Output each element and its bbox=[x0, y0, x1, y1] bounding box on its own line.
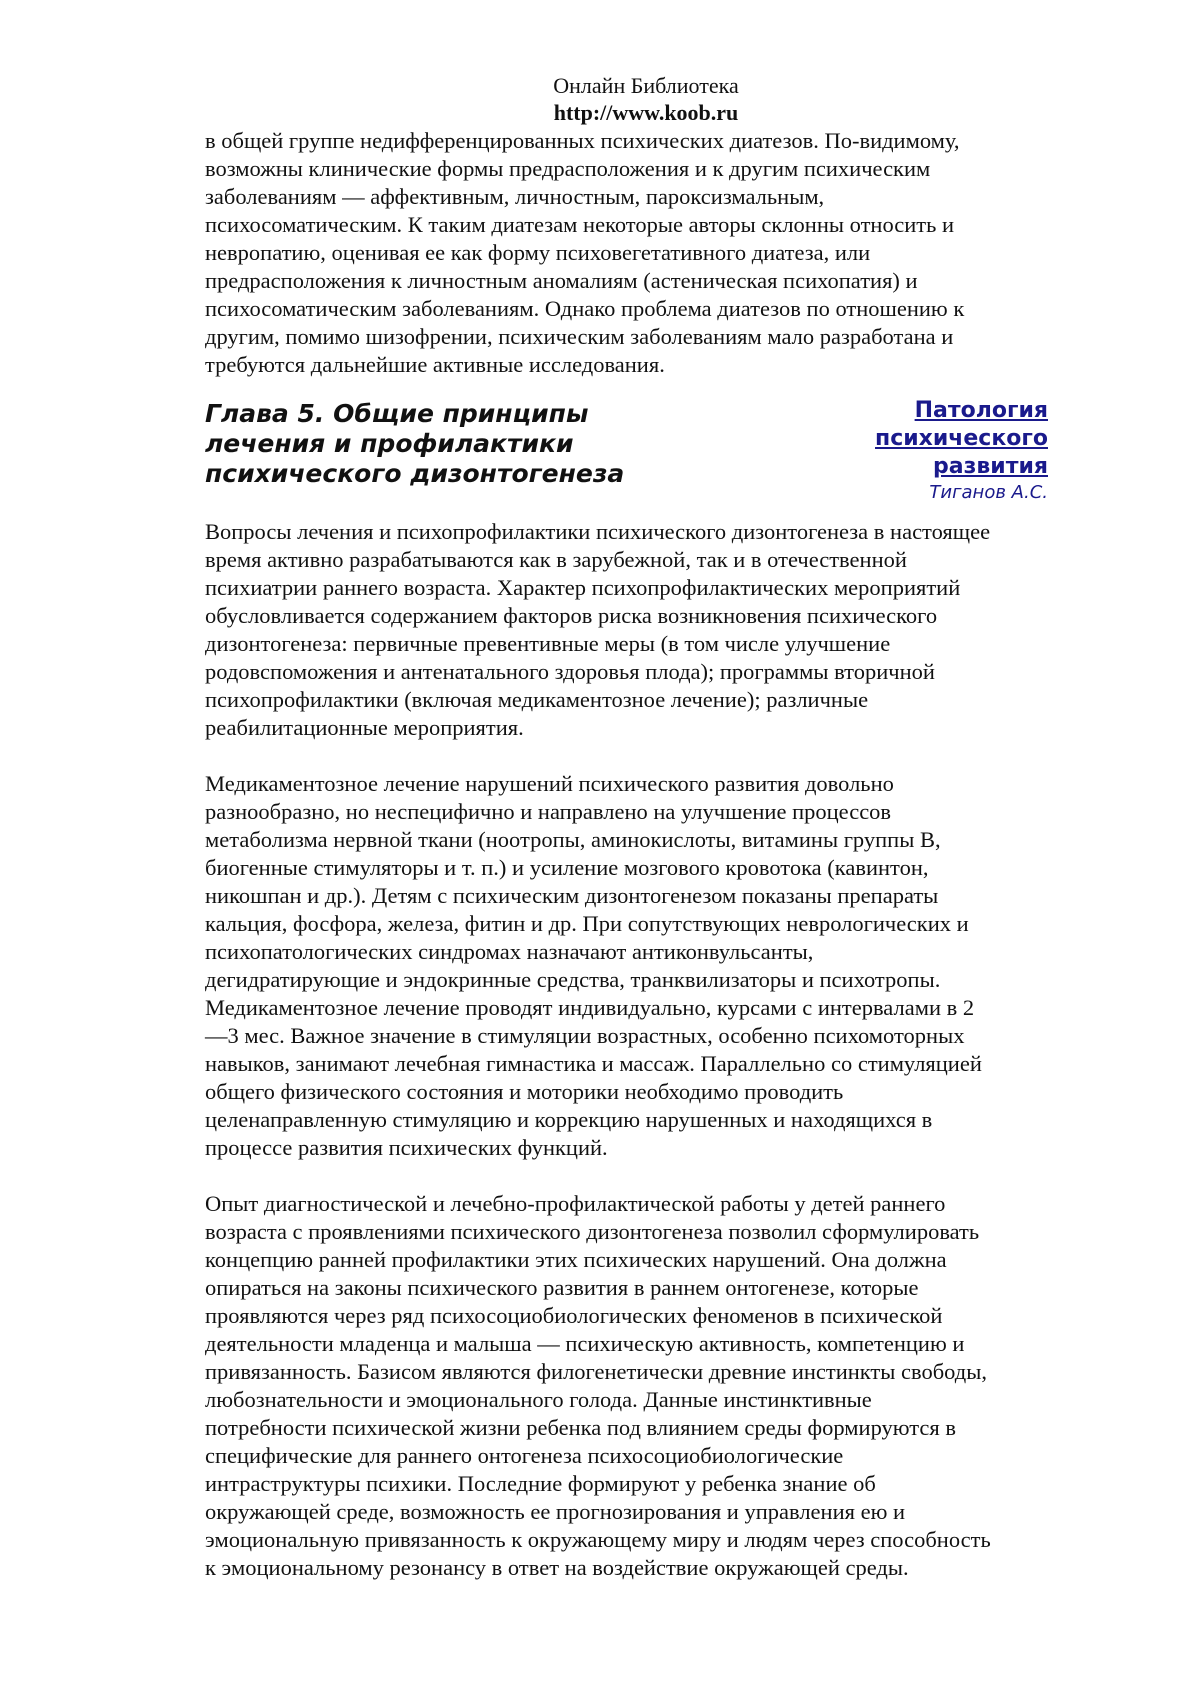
chapter-heading-row bbox=[205, 397, 1065, 507]
book-reference bbox=[875, 397, 1048, 505]
library-name: Онлайн Библиотека bbox=[553, 73, 739, 98]
body-paragraph-1: Вопросы лечения и психопрофилактики психического дизонтогенеза в настоящее время активно разрабатываются как в зарубежной, так и в отечественной психиатрии раннего возраста. Характер психопрофилактических мероприятий обусловливается содержанием факторов риска возникновения психического дизонтогенеза: первичные превентивные меры (в том числе улучшение родовспоможения и антенатального здоровья плода); программы вторичной психопрофилактики (включая медикаментозное лечение); различные реабилитационные мероприятия. bbox=[205, 519, 991, 740]
site-url: http://www.koob.ru bbox=[553, 100, 739, 125]
page-content bbox=[205, 72, 1065, 1582]
book-title-link[interactable]: Патология психического развития bbox=[875, 398, 1048, 479]
body-paragraph-3: Опыт диагностической и лечебно-профилактической работы у детей раннего возраста с проявлениями психического дизонтогенеза позволил сформулировать концепцию ранней профилактики этих психических нарушений. Она должна опираться на законы психического развития в раннем онтогенезе, которые проявляются через ряд психосоциобиологических феноменов в психической деятельности младенца и малыша — психическую активность, компетенцию и привязанность. Базисом являются филогенетически древние инстинкты свободы, любознательности и эмоционального голода. Данные инстинктивные потребности психической жизни ребенка под влиянием среды формируются в специфические для раннего онтогенеза психосоциобиологические интраструктуры психики. Последние формируют у ребенка знание об окружающей среде, возможность ее прогнозирования и управления ею и эмоциональную привязанность к окружающему миру и людям через способность к эмоциональному резонансу в ответ на воздействие окружающей среды. bbox=[205, 1191, 991, 1580]
chapter-title: Глава 5. Общие принципы лечения и профилактики психического дизонтогенеза bbox=[205, 399, 625, 488]
book-author: Тиганов А.С. bbox=[929, 482, 1048, 503]
page-header bbox=[227, 72, 1065, 126]
paragraph-spacer bbox=[205, 742, 1065, 770]
intro-paragraph: в общей группе недифференцированных психических диатезов. По-видимому, возможны клинические формы предрасположения и к другим психическим заболеваниям — аффективным, личностным, пароксизмальным, психосоматическим. К таким диатезам некоторые авторы склонны относить и невропатию, оценивая ее как форму психовегетативного диатеза, или предрасположения к личностным аномалиям (астеническая психопатия) и психосоматическим заболеваниям. Однако проблема диатезов по отношению к другим, помимо шизофрении, психическим заболеваниям мало разработана и требуются дальнейшие активные исследования. bbox=[205, 128, 965, 377]
paragraph-spacer bbox=[205, 1162, 1065, 1190]
body-paragraph-2: Медикаментозное лечение нарушений психического развития довольно разнообразно, но неспецифично и направлено на улучшение процессов метаболизма нервной ткани (ноотропы, аминокислоты, витамины группы В, биогенные стимуляторы и т. п.) и усиление мозгового кровотока (кавинтон, никошпан и др.). Детям с психическим дизонтогенезом показаны препараты кальция, фосфора, железа, фитин и др. При сопутствующих неврологических и психопатологических синдромах назначают антиконвульсанты, дегидратирующие и эндокринные средства, транквилизаторы и психотропы. Медикаментозное лечение проводят индивидуально, курсами с интервалами в 2 —3 мес. Важное значение в стимуляции возрастных, особенно психомоторных навыков, занимают лечебная гимнастика и массаж. Параллельно со стимуляцией общего физического состояния и моторики необходимо проводить целенаправленную стимуляцию и коррекцию нарушенных и находящихся в процессе развития психических функций. bbox=[205, 771, 982, 1160]
